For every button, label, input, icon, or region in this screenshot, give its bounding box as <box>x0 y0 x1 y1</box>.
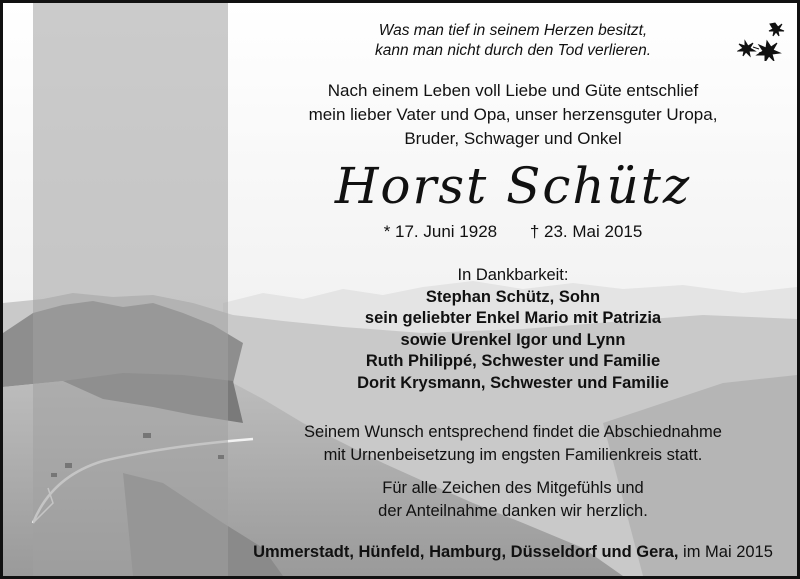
intro-line: mein lieber Vater und Opa, unser herzensguter Uropa, <box>308 105 718 124</box>
deceased-name: Horst Schütz <box>334 157 692 215</box>
death-date: † 23. Mai 2015 <box>529 222 643 241</box>
sympathy-line: der Anteilnahme danken wir herzlich. <box>378 502 648 520</box>
mourners-list <box>229 265 797 394</box>
intro-line: Nach einem Leben voll Liebe und Güte entschlief <box>327 81 699 100</box>
mourner-line: Ruth Philippé, Schwester und Familie <box>365 352 661 370</box>
intro-text <box>229 79 797 151</box>
sympathy-thanks <box>229 477 797 523</box>
farewell-line: Seinem Wunsch entsprechend findet die Abschiednahme <box>304 423 722 441</box>
motto-line: Was man tief in seinem Herzen besitzt, <box>378 22 648 39</box>
mourner-line: Dorit Krysmann, Schwester und Familie <box>357 373 669 392</box>
mourner-line: sein geliebter Enkel Mario mit Patrizia <box>364 309 662 327</box>
mourner-line: sowie Urenkel Igor und Lynn <box>400 330 626 349</box>
places: Ummerstadt, Hünfeld, Hamburg, Düsseldorf und Gera, <box>253 543 679 561</box>
thanks-heading: In Dankbarkeit: <box>457 266 569 284</box>
farewell-line: mit Urnenbeisetzung im engsten Familienkreis statt. <box>323 446 703 464</box>
motto <box>229 21 797 61</box>
birth-date: * 17. Juni 1928 <box>383 222 498 241</box>
sympathy-line: Für alle Zeichen des Mitgefühls und <box>382 479 644 497</box>
life-dates <box>229 221 797 243</box>
grey-vertical-band <box>33 3 228 576</box>
places-and-date <box>229 541 797 563</box>
notice-date: im Mai 2015 <box>678 543 773 561</box>
intro-line: Bruder, Schwager und Onkel <box>404 129 622 148</box>
farewell-notice <box>229 421 797 467</box>
motto-line: kann man nicht durch den Tod verlieren. <box>374 42 651 59</box>
mourner-line: Stephan Schütz, Sohn <box>425 287 601 306</box>
